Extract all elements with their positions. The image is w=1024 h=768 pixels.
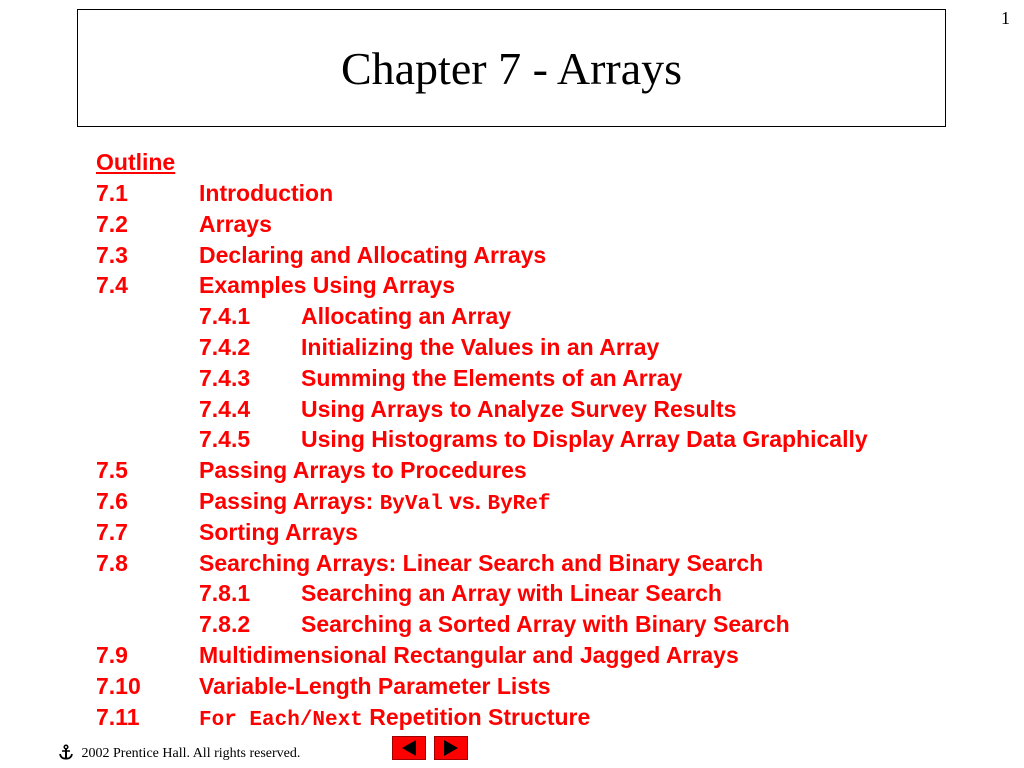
outline-heading: Outline [96,149,176,175]
slide-title: Chapter 7 - Arrays [340,42,683,94]
anchor-logo-icon [58,744,74,765]
outline-item-text [301,424,868,455]
outline-item-text [301,394,736,425]
outline-item [96,548,996,579]
outline-text-segment: Declaring and Allocating Arrays [199,241,547,268]
outline-item [96,178,996,209]
outline-text-segment: Summing the Elements of an Array [301,364,683,391]
outline-item-text [301,609,790,640]
outline-item-number: 7.4 [96,272,128,299]
outline-item-number: 7.6 [96,487,128,514]
outline-text-segment: Passing Arrays: [199,487,380,514]
outline-text-segment: Passing Arrays to Procedures [199,457,527,484]
code-keyword: For Each/Next [199,708,363,732]
outline-item-text [199,240,546,271]
outline-text-segment: Repetition Structure [362,703,591,730]
outline-item-text [199,702,590,737]
outline-items [96,178,996,732]
outline-item-text [301,332,659,363]
outline-item-text [301,578,722,609]
triangle-right-icon [435,737,467,759]
outline-item [96,270,996,301]
outline-text-segment: Using Histograms to Display Array Data Graphically [301,426,868,453]
outline-text-segment: Arrays [199,210,272,237]
outline-item [96,209,996,240]
outline-item-number: 7.2 [96,210,128,237]
code-keyword: ByRef [487,492,551,516]
outline-text-segment: Searching an Array with Linear Search [301,580,722,607]
outline-item [96,578,996,609]
outline-item [96,332,996,363]
outline-item-text [199,486,550,521]
code-keyword: ByVal [379,492,443,516]
outline-text-segment: Searching Arrays: Linear Search and Binary Search [199,549,764,576]
outline-item-number: 7.8.2 [199,611,251,638]
outline-item-text [199,517,358,548]
outline-item-number: 7.8.1 [199,580,251,607]
outline-text-segment: Multidimensional Rectangular and Jagged Arrays [199,641,739,668]
outline-text-segment: Initializing the Values in an Array [301,333,660,360]
outline-item-number: 7.5 [96,457,128,484]
outline-item-number: 7.11 [96,703,140,730]
outline-text-segment: Allocating an Array [301,303,512,330]
outline-item-number: 7.4.3 [199,364,251,391]
outline-item-number: 7.3 [96,241,128,268]
outline-item-text [199,209,272,240]
outline-text-segment: Sorting Arrays [199,518,358,545]
outline-item-number: 7.8 [96,549,128,576]
outline-item [96,702,996,733]
outline-item [96,609,996,640]
outline-text-segment: vs. [442,487,488,514]
outline-item [96,671,996,702]
copyright-text: 2002 Prentice Hall. All rights reserved. [81,746,301,761]
outline-item [96,363,996,394]
outline-text-segment: Variable-Length Parameter Lists [199,672,551,699]
outline-item-text [199,548,763,579]
outline-item [96,640,996,671]
outline-item [96,486,996,517]
outline-item-text [199,455,527,486]
outline-item-text [199,270,455,301]
outline-list [96,146,996,732]
next-slide-button[interactable] [434,736,468,760]
outline-item [96,394,996,425]
outline-item-number: 7.1 [96,180,128,206]
outline-item-text [301,363,682,394]
outline-item [96,301,996,332]
outline-item-number: 7.4.4 [199,395,251,422]
footer [58,744,300,765]
outline-item [96,517,996,548]
outline-item [96,455,996,486]
outline-item-number: 7.4.1 [199,303,251,330]
outline-item-number: 7.10 [96,672,141,699]
page-number: 1 [1001,8,1010,28]
title-box [77,9,946,127]
outline-text-segment: Searching a Sorted Array with Binary Search [301,611,790,638]
outline-item-text [199,640,739,671]
outline-item-number: 7.9 [96,641,128,668]
outline-item-number: 7.4.2 [199,333,251,360]
previous-slide-button[interactable] [392,736,426,760]
outline-item-text [199,671,551,702]
triangle-left-icon [393,737,425,759]
outline-item [96,240,996,271]
outline-text-segment: Examples Using Arrays [199,272,456,299]
outline-item-text [199,178,333,209]
outline-item-number: 7.7 [96,518,128,545]
outline-item-number: 7.4.5 [199,426,251,453]
outline-item-text [301,301,511,332]
outline-text-segment: Introduction [199,180,334,206]
outline-text-segment: Using Arrays to Analyze Survey Results [301,395,737,422]
outline-item [96,424,996,455]
